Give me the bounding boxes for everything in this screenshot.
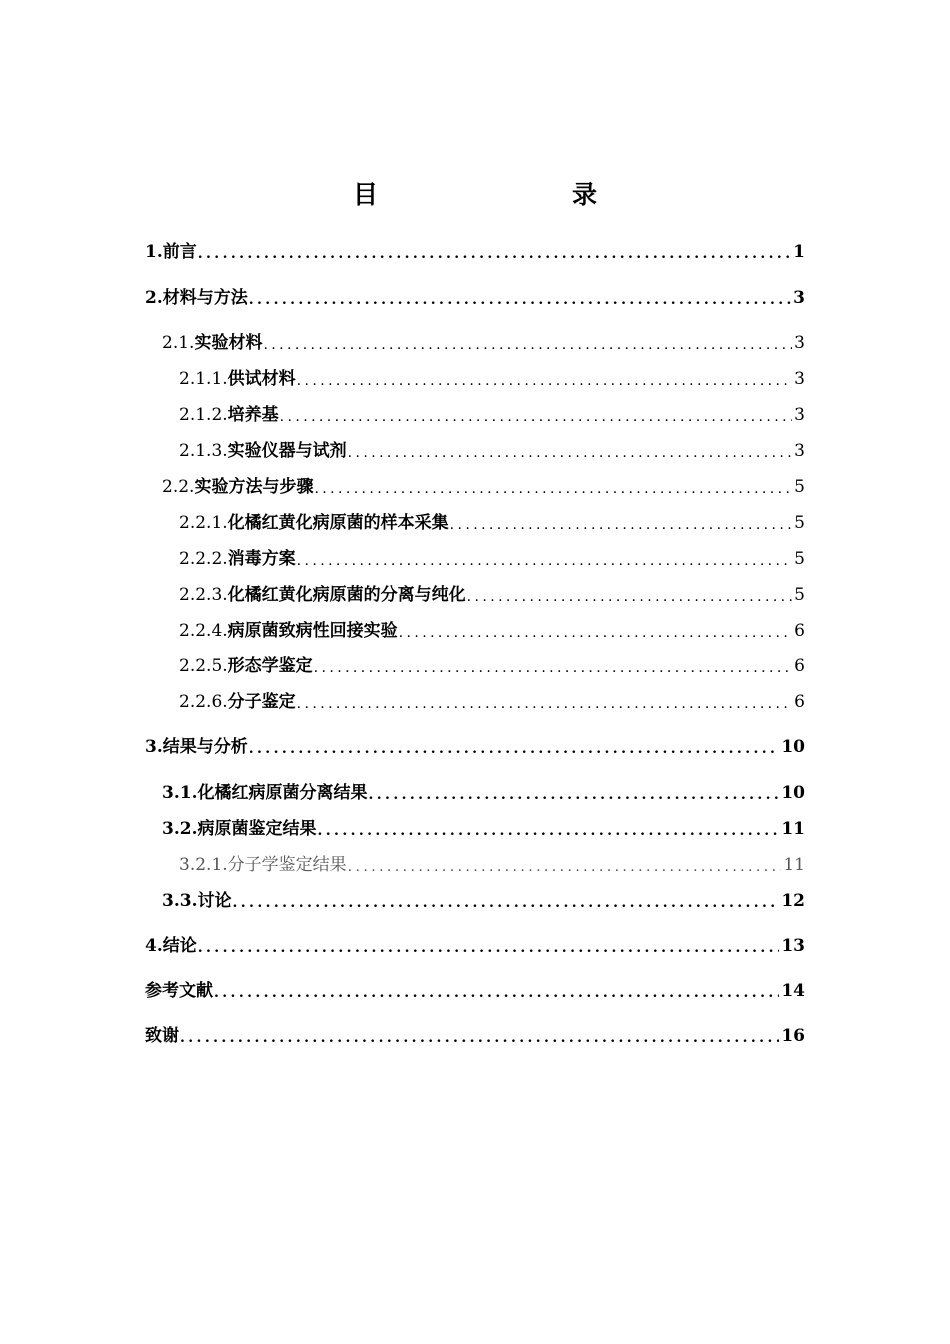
dot-leader: [249, 290, 791, 310]
dot-leader: [297, 694, 793, 714]
toc-entry-label: 病原菌致病性回接实验: [227, 621, 398, 641]
toc-entry-page: 5: [794, 585, 805, 605]
toc-entry-2-2-3[interactable]: [179, 583, 805, 607]
toc-entry-page: 5: [794, 513, 805, 533]
toc-entry-page: 14: [781, 981, 805, 1001]
toc-entry-label: 形态学鉴定: [227, 656, 313, 676]
toc-entry-label: 实验方法与步骤: [194, 477, 314, 497]
toc-entry-page: 13: [781, 936, 805, 956]
dot-leader: [297, 551, 793, 571]
toc-entry-number: 2.1.1.: [179, 369, 228, 389]
dot-leader: [314, 658, 793, 678]
toc-entry-page: 3: [794, 369, 805, 389]
toc-entry-3-3[interactable]: [162, 889, 805, 913]
toc-entry-page: 11: [783, 855, 805, 875]
toc-entry-page: 5: [794, 549, 805, 569]
toc-entry-label: 病原菌鉴定结果: [197, 819, 317, 839]
toc-entry-3-1[interactable]: [162, 781, 805, 805]
dot-leader: [314, 479, 792, 499]
toc-entry-label: 实验仪器与试剂: [227, 441, 347, 461]
dot-leader: [233, 893, 780, 913]
toc-entry-label: 材料与方法: [162, 288, 248, 308]
toc-entry-number: 2.2.1.: [179, 513, 228, 533]
toc-entry-number: 2.2.3.: [179, 585, 228, 605]
toc-entry-label: 结论: [162, 936, 197, 956]
toc-entry-number: 3.3.: [162, 891, 198, 911]
dot-leader: [348, 443, 793, 463]
toc-entry-page: 5: [794, 477, 805, 497]
dot-leader: [318, 821, 780, 841]
toc-entry-2-2-2[interactable]: [179, 547, 805, 571]
toc-entry-page: 3: [794, 441, 805, 461]
toc-entry-2-2-6[interactable]: [179, 690, 805, 714]
toc-entry-number: 3.1.: [162, 783, 198, 803]
toc-entry-number: 2.1.2.: [179, 405, 228, 425]
toc-entry-page: 16: [781, 1026, 805, 1046]
dot-leader: [348, 857, 782, 877]
dot-leader: [249, 739, 780, 759]
toc-entry-page: 6: [794, 692, 805, 712]
toc-entry-number: 2.1.3.: [179, 441, 228, 461]
toc-entry-label: 分子学鉴定结果: [227, 855, 347, 875]
toc-entry-number: 2.2.5.: [179, 656, 228, 676]
dot-leader: [297, 371, 793, 391]
dot-leader: [198, 938, 780, 958]
dot-leader: [399, 623, 793, 643]
dot-leader: [369, 785, 780, 805]
toc-entry-2-2-4[interactable]: [179, 619, 805, 643]
toc-entry-page: 3: [793, 288, 805, 308]
toc-entry-3-2-1[interactable]: [179, 853, 805, 877]
dot-leader: [198, 244, 791, 264]
toc-entry-2-1-3[interactable]: [179, 439, 805, 463]
toc-entry-label: 参考文献: [145, 981, 213, 1001]
dot-leader: [180, 1028, 779, 1048]
toc-entry-2-1-1[interactable]: [179, 367, 805, 391]
toc-entry-label: 前言: [162, 242, 197, 262]
dot-leader: [450, 515, 793, 535]
toc-entry-label: 讨论: [197, 891, 232, 911]
toc-entry-number: 1.: [145, 242, 163, 262]
toc-entry-page: 11: [781, 819, 805, 839]
toc-title: 目 录: [352, 180, 645, 209]
dot-leader: [263, 335, 792, 355]
toc-entry-number: 3.2.: [162, 819, 198, 839]
toc-entry-page: 12: [781, 891, 805, 911]
dot-leader: [214, 983, 779, 1003]
toc-entry-label: 结果与分析: [162, 737, 248, 757]
toc-entry-number: 2.2.: [162, 477, 195, 497]
toc-entry-2[interactable]: [145, 286, 805, 310]
toc-entry-label: 致谢: [145, 1026, 179, 1046]
toc-entry-page: 3: [794, 333, 805, 353]
toc-entry-number: 2.2.6.: [179, 692, 228, 712]
toc-entry-number: 2.2.2.: [179, 549, 228, 569]
dot-leader: [280, 407, 793, 427]
toc-entry-2-2-1[interactable]: [179, 511, 805, 535]
toc-entry-page: 6: [794, 621, 805, 641]
toc-entry-2-2-5[interactable]: [179, 654, 805, 678]
toc-entry-label: 化橘红黄化病原菌的样本采集: [227, 513, 449, 533]
toc-entry-2-1[interactable]: [162, 331, 805, 355]
toc-entry-3[interactable]: [145, 735, 805, 759]
toc-entry-2-1-2[interactable]: [179, 403, 805, 427]
toc-entry-number: 3.2.1.: [179, 855, 228, 875]
toc-entry-page: 10: [781, 783, 805, 803]
toc-entry-page: 3: [794, 405, 805, 425]
toc-entry-page: 1: [793, 242, 805, 262]
toc-entry-4[interactable]: [145, 934, 805, 958]
toc-entry-3-2[interactable]: [162, 817, 805, 841]
toc-entry-label: 消毒方案: [227, 549, 296, 569]
toc-entry-acknowledgements[interactable]: [145, 1024, 805, 1048]
toc-entry-label: 实验材料: [194, 333, 263, 353]
toc-entry-references[interactable]: [145, 979, 805, 1003]
toc-entry-label: 供试材料: [227, 369, 296, 389]
toc-entry-number: 2.1.: [162, 333, 195, 353]
toc-entry-label: 培养基: [227, 405, 279, 425]
dot-leader: [467, 587, 793, 607]
toc-entry-label: 分子鉴定: [227, 692, 296, 712]
toc-entry-number: 3.: [145, 737, 163, 757]
toc-entry-label: 化橘红黄化病原菌的分离与纯化: [227, 585, 466, 605]
toc-entry-number: 4.: [145, 936, 163, 956]
toc-entry-number: 2.: [145, 288, 163, 308]
toc-entry-number: 2.2.4.: [179, 621, 228, 641]
toc-entry-page: 6: [794, 656, 805, 676]
toc-entry-1[interactable]: [145, 240, 805, 264]
toc-entry-2-2[interactable]: [162, 475, 805, 499]
toc-entry-label: 化橘红病原菌分离结果: [197, 783, 368, 803]
toc-entry-page: 10: [781, 737, 805, 757]
